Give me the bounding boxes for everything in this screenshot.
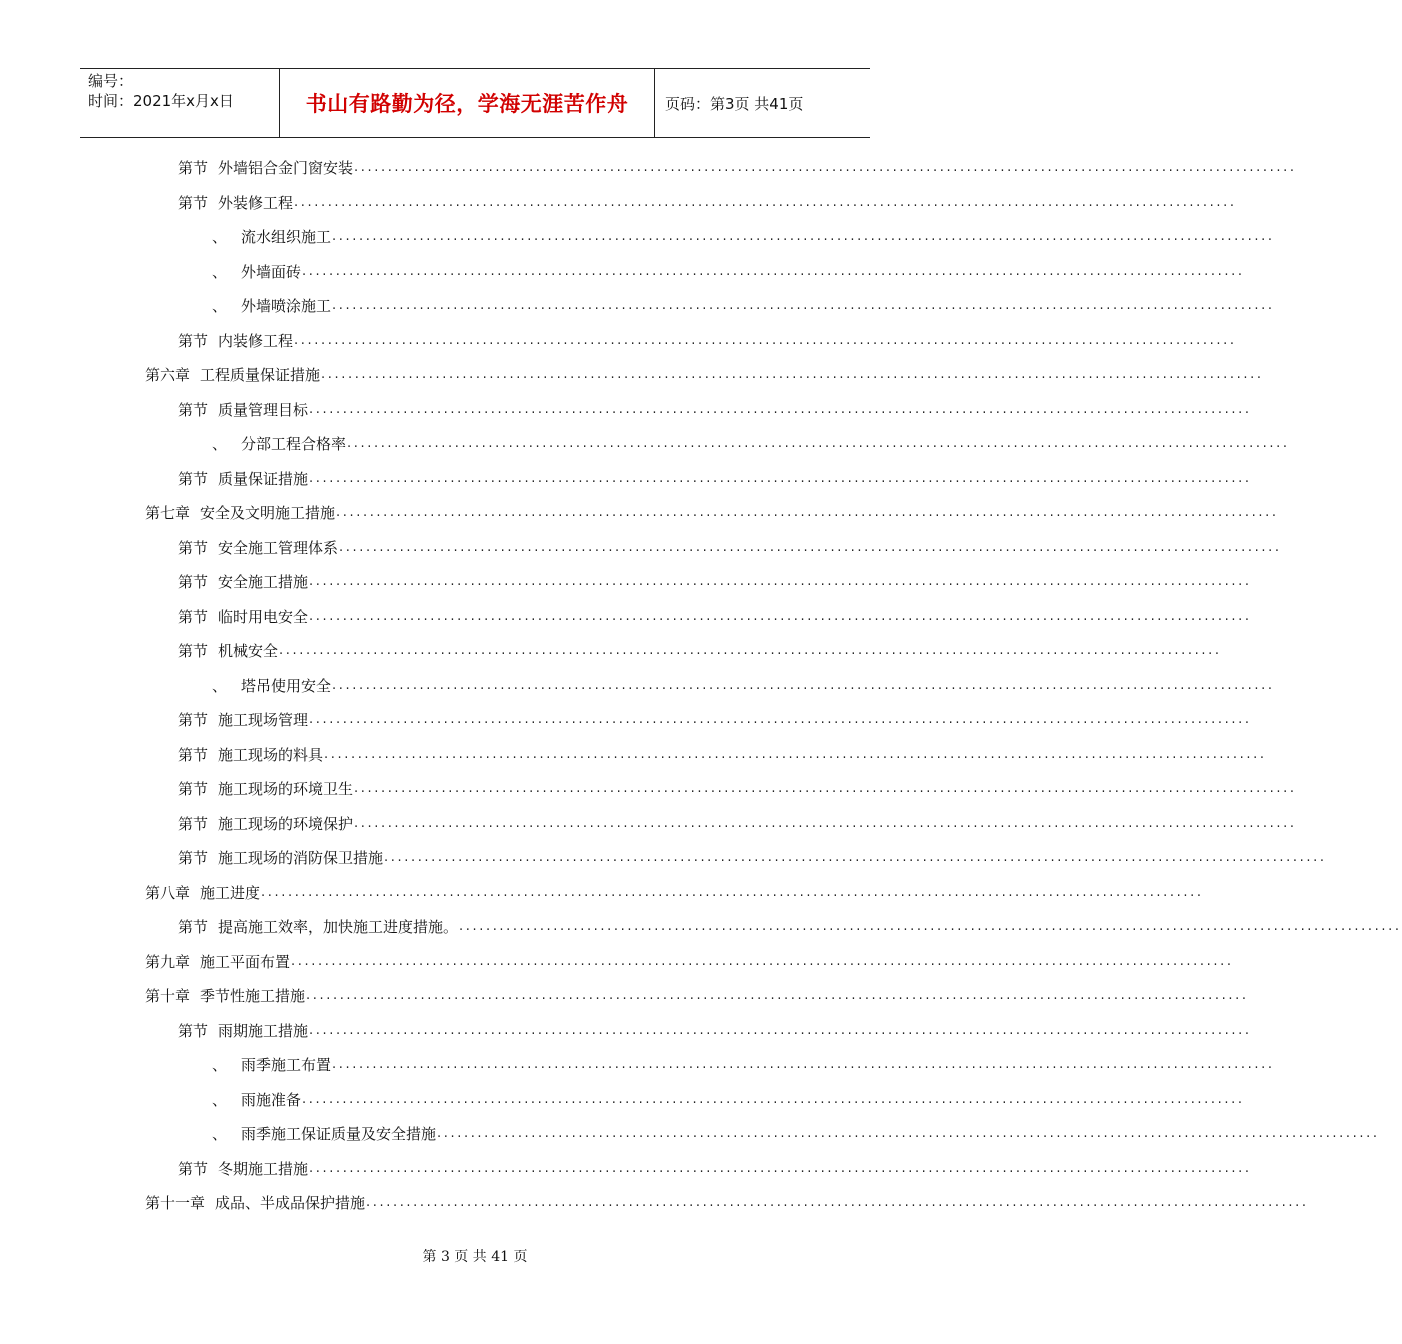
toc-entry (178, 775, 1297, 799)
toc-entry (178, 741, 1267, 765)
toc-entry-title: 施工现场的环境卫生 (218, 780, 354, 798)
toc-entry-title: 外墙铝合金门窗安装 (218, 159, 354, 177)
toc-entry-title: 成品、半成品保护措施 (215, 1194, 366, 1212)
toc-dot-leader: ............................................................................................................................................ (324, 746, 1267, 762)
toc-entry-prefix: 第节 (178, 745, 209, 764)
toc-entry-prefix: 第九章 (145, 952, 191, 971)
toc-entry-title: 外墙面砖 (241, 262, 302, 281)
toc-entry-prefix: 第节 (178, 193, 209, 212)
toc-entry (145, 879, 1204, 903)
toc-entry-prefix: 第节 (178, 573, 209, 591)
toc-dot-leader: ............................................................................................................................................ (309, 574, 1252, 589)
toc-entry-title: 内装修工程 (218, 331, 294, 350)
toc-entry-title: 质量保证措施 (218, 469, 309, 488)
toc-entry-prefix: 第节 (178, 1159, 209, 1178)
toc-entry-prefix: 第节 (178, 331, 209, 350)
toc-entry (178, 637, 1222, 661)
toc-entry (145, 948, 1234, 972)
toc-entry-prefix: 第节 (178, 400, 209, 419)
toc-entry (178, 327, 1237, 351)
toc-entry-prefix: 第七章 (145, 504, 191, 522)
toc-dot-leader: ............................................................................................................................................ (291, 953, 1234, 969)
toc-dot-leader: ............................................................................................................................................ (294, 332, 1237, 348)
toc-entry-title: 工程质量保证措施 (200, 366, 321, 384)
toc-entry (178, 810, 1297, 834)
toc-entry-prefix: 第节 (178, 814, 209, 833)
header-page-info: 页码：第3页 共41页 (665, 94, 804, 113)
toc-entry-title: 施工现场的环境保护 (218, 814, 354, 833)
toc-entry-title: 安全施工管理体系 (218, 538, 339, 557)
toc-entry-prefix: 第六章 (145, 366, 191, 384)
toc-entry-title: 雨期施工措施 (218, 1021, 309, 1040)
toc-dot-leader: ............................................................................................................................................ (354, 815, 1297, 831)
toc-entry-prefix: 、 (212, 1125, 228, 1143)
toc-dot-leader: ............................................................................................................................................ (437, 1126, 1380, 1141)
toc-dot-leader: ............................................................................................................................................ (366, 1195, 1309, 1210)
toc-dot-leader: ............................................................................................................................................ (302, 1091, 1245, 1107)
toc-entry (145, 1189, 1309, 1213)
toc-entry-title: 临时用电安全 (218, 607, 309, 626)
header-motto: 书山有路勤为径，学海无涯苦作舟 (280, 69, 655, 137)
toc-entry-prefix: 第节 (178, 642, 209, 660)
page-footer: 第 3 页 共 41 页 (422, 1249, 528, 1265)
toc-entry-title: 施工现场的消防保卫措施 (218, 849, 384, 867)
toc-entry (212, 223, 1275, 247)
toc-dot-leader: ............................................................................................................................................ (339, 539, 1282, 555)
toc-entry-prefix: 第节 (178, 849, 209, 867)
toc-dot-leader: ............................................................................................................................................ (332, 1057, 1275, 1072)
toc-entry-prefix: 第节 (178, 538, 209, 557)
toc-dot-leader: ............................................................................................................................................ (332, 677, 1275, 693)
toc-dot-leader: ............................................................................................................................................ (294, 194, 1237, 210)
toc-entry (212, 430, 1290, 454)
toc-entry-prefix: 、 (212, 297, 228, 315)
toc-entry (212, 672, 1275, 696)
toc-entry-title: 提高施工效率，加快施工进度措施。 (218, 918, 459, 936)
toc-dot-leader: ............................................................................................................................................ (309, 401, 1252, 417)
header-meta (80, 69, 280, 137)
toc-dot-leader: ............................................................................................................................................ (302, 263, 1245, 279)
toc-entry-title: 施工平面布置 (200, 952, 291, 971)
toc-entry-title: 施工进度 (200, 883, 261, 902)
toc-entry-prefix: 第节 (178, 1021, 209, 1040)
toc-entry-prefix: 第十一章 (145, 1194, 206, 1212)
toc-entry (178, 189, 1237, 213)
toc-entry (178, 706, 1252, 730)
toc-entry-prefix: 第十章 (145, 987, 191, 1005)
toc-dot-leader: ............................................................................................................................................ (384, 850, 1327, 865)
toc-entry-prefix: 第八章 (145, 883, 191, 902)
toc-entry-title: 质量管理目标 (218, 400, 309, 419)
toc-entry (178, 1017, 1252, 1041)
toc-dot-leader: ............................................................................................................................................ (309, 470, 1252, 486)
toc-entry (145, 982, 1249, 1006)
toc-entry-title: 外墙喷涂施工 (241, 297, 332, 315)
toc-entry (145, 499, 1279, 523)
document-number-label: 编号： (88, 72, 134, 90)
toc-entry-title: 流水组织施工 (241, 228, 332, 246)
toc-entry-prefix: 第节 (178, 918, 209, 936)
toc-dot-leader: ............................................................................................................................................ (309, 1022, 1252, 1038)
page-header (80, 68, 870, 138)
toc-entry (178, 154, 1297, 178)
toc-dot-leader: ............................................................................................................................................ (336, 505, 1279, 520)
toc-dot-leader: ............................................................................................................................................ (261, 884, 1204, 900)
toc-entry-prefix: 、 (212, 228, 228, 246)
toc-entry (178, 1155, 1252, 1179)
toc-entry-prefix: 、 (212, 435, 228, 453)
toc-entry-title: 机械安全 (218, 642, 279, 660)
toc-dot-leader: ............................................................................................................................................ (306, 988, 1249, 1003)
toc-dot-leader: ............................................................................................................................................ (309, 712, 1252, 727)
toc-entry-title: 雨季施工布置 (241, 1056, 332, 1074)
toc-entry (178, 603, 1252, 627)
toc-dot-leader: ............................................................................................................................................ (279, 643, 1222, 658)
toc-dot-leader: ............................................................................................................................................ (354, 160, 1297, 175)
toc-entry (178, 568, 1252, 592)
toc-entry (178, 465, 1252, 489)
toc-entry-title: 雨季施工保证质量及安全措施 (241, 1125, 437, 1143)
toc-entry-title: 塔吊使用安全 (241, 676, 332, 695)
toc-entry-title: 施工现场管理 (218, 711, 309, 729)
toc-entry (178, 844, 1327, 868)
toc-entry (178, 913, 1402, 937)
toc-dot-leader: ............................................................................................................................................ (459, 919, 1402, 934)
toc-entry (145, 361, 1264, 385)
toc-entry-title: 安全及文明施工措施 (200, 504, 336, 522)
toc-entry (212, 258, 1245, 282)
toc-entry-prefix: 第节 (178, 780, 209, 798)
toc-dot-leader: ............................................................................................................................................ (321, 367, 1264, 382)
toc-entry-title: 安全施工措施 (218, 573, 309, 591)
toc-entry-title: 外装修工程 (218, 193, 294, 212)
toc-entry (212, 1120, 1380, 1144)
toc-entry (212, 1086, 1245, 1110)
toc-entry-title: 季节性施工措施 (200, 987, 306, 1005)
toc-entry-prefix: 、 (212, 1056, 228, 1074)
toc-entry-prefix: 第节 (178, 711, 209, 729)
toc-entry (212, 292, 1275, 316)
toc-entry-prefix: 第节 (178, 469, 209, 488)
toc-entry-title: 雨施准备 (241, 1090, 302, 1109)
toc-entry-title: 分部工程合格率 (241, 435, 347, 453)
toc-entry-prefix: 第节 (178, 159, 209, 177)
document-date: 时间：2021年x月x日 (88, 92, 234, 110)
toc-dot-leader: ............................................................................................................................................ (354, 781, 1297, 796)
toc-dot-leader: ............................................................................................................................................ (332, 298, 1275, 313)
toc-entry-prefix: 、 (212, 262, 228, 281)
toc-entry-title: 施工现场的料具 (218, 745, 324, 764)
toc-entry (178, 534, 1282, 558)
toc-dot-leader: ............................................................................................................................................ (332, 229, 1275, 244)
toc-entry (212, 1051, 1275, 1075)
toc-entry (178, 396, 1252, 420)
toc-dot-leader: ............................................................................................................................................ (347, 436, 1290, 451)
toc-entry-prefix: 、 (212, 676, 228, 695)
toc-dot-leader: ............................................................................................................................................ (309, 608, 1252, 624)
toc-entry-prefix: 、 (212, 1090, 228, 1109)
toc-dot-leader: ............................................................................................................................................ (309, 1160, 1252, 1176)
toc-entry-prefix: 第节 (178, 607, 209, 626)
toc-entry-title: 冬期施工措施 (218, 1159, 309, 1178)
